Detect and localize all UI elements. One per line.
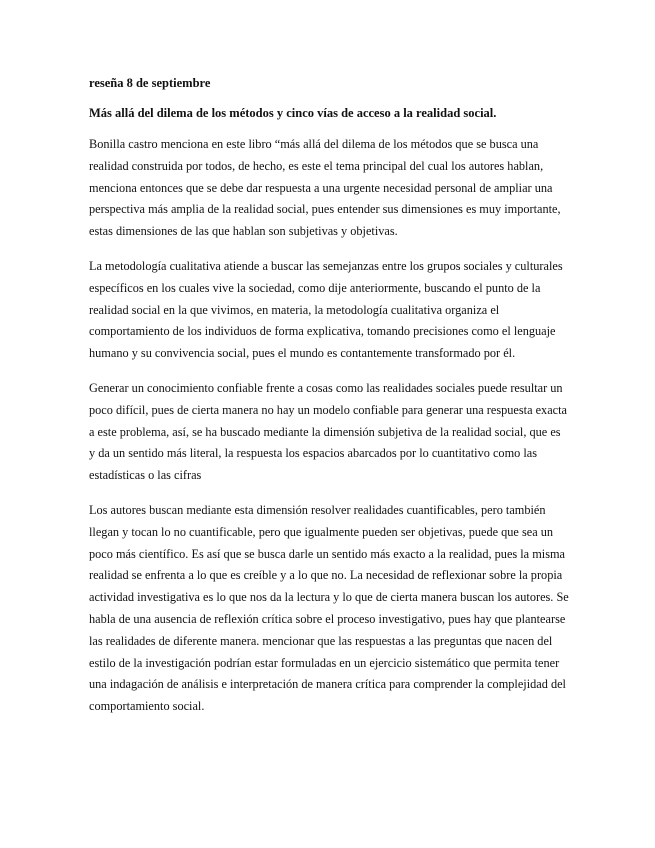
paragraph-1: Bonilla castro menciona en este libro “más allá del dilema de los métodos que se busca una realidad construida por todos, de hecho, es este el tema principal del cual los autores hablan, menciona entonces que se debe dar respuesta a una urgente necesidad personal de ampliar una perspectiva más amplia de la realidad social, pues entender sus dimensiones es muy importante, estas dimensiones de las que hablan son subjetivas y objetivas. (89, 137, 561, 239)
paragraph-2: La metodología cualitativa atiende a buscar las semejanzas entre los grupos sociales y culturales específicos en los cuales vive la sociedad, como dije anteriormente, buscando el punto de la realidad social en la que vivimos, en materia, la metodología cualitativa organiza el comportamiento de los individuos de forma explicativa, tomando precisiones como el lenguaje humano y su convivencia social, pues el mundo es contantemente transformado por él. (89, 258, 563, 361)
date-heading: reseña 8 de septiembre (89, 76, 211, 90)
paragraph-3: Generar un conocimiento confiable frente a cosas como las realidades sociales puede resultar un poco difícil, pues de cierta manera no hay un modelo confiable para generar una respuesta exacta a este problema, así, se ha buscado mediante la dimensión subjetiva de la realidad social, que es y da un sentido más literal, la respuesta los espacios abarcados por lo cuantitativo como las estadísticas o las cifras (89, 380, 567, 483)
document-body (89, 74, 569, 731)
paragraph-4: Los autores buscan mediante esta dimensión resolver realidades cuantificables, pero también llegan y tocan lo no cuantificable, pero que igualmente pueden ser objetivas, puede que sea un poco más científico. Es así que se busca darle un sentido más exacto a la realidad, pues la misma realidad se enfrenta a lo que es creíble y a lo que no. La necesidad de reflexionar sobre la propia actividad investigativa es lo que nos da la lectura y lo que de cierta manera buscan los autores. Se habla de una ausencia de reflexión crítica sobre el proceso investigativo, pues hay que plantearse las realidades de diferente manera. mencionar que las respuestas a las preguntas que nacen del estilo de la investigación podrían estar formuladas en un ejercicio sistemático que permita tener una indagación de análisis e interpretación de manera crítica para comprender la complejidad del comportamiento social. (89, 502, 569, 714)
document-title: Más allá del dilema de los métodos y cinco vías de acceso a la realidad social. (89, 106, 497, 120)
